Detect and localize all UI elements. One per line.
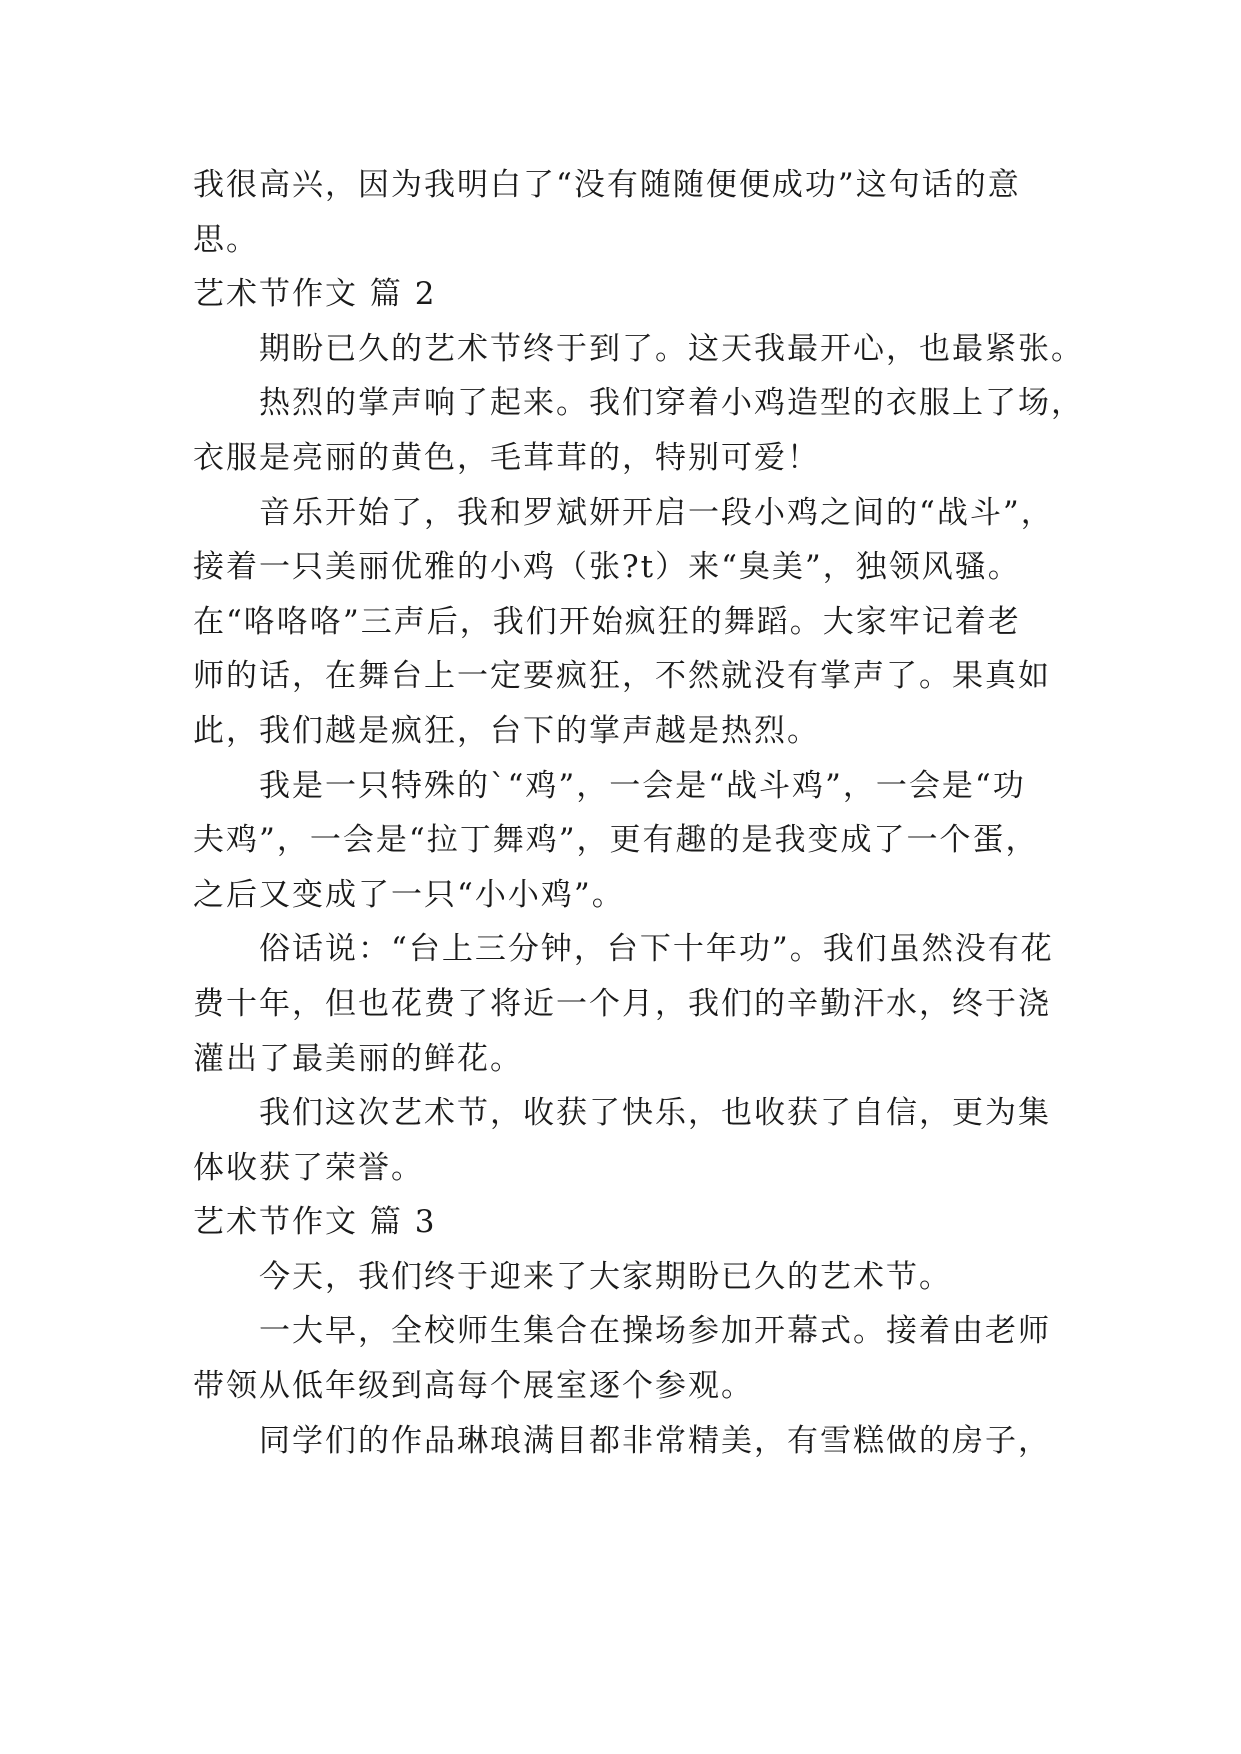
text-line: 体收获了荣誉。 [193,1149,424,1186]
text-line: 思。 [193,221,259,258]
paragraph-start: 音乐开始了，我和罗斌妍开启一段小鸡之间的“战斗”， [259,494,1054,531]
text-line: 带领从低年级到高每个展室逐个参观。 [193,1368,754,1405]
text-line: 灌出了最美丽的鲜花。 [193,1040,523,1077]
paragraph-start: 同学们的作品琳琅满目都非常精美，有雪糕做的房子， [259,1422,1051,1459]
text-line: 师的话，在舞台上一定要疯狂，不然就没有掌声了。果真如 [193,658,1051,695]
text-line: 我很高兴，因为我明白了“没有随随便便成功”这句话的意 [193,167,1021,203]
paragraph-start: 我是一只特殊的`“鸡”，一会是“战斗鸡”，一会是“功 [259,767,1026,804]
document-page [193,158,1084,1468]
paragraph-start: 我们这次艺术节，收获了快乐，也收获了自信，更为集 [259,1095,1051,1132]
paragraph-start: 一大早，全校师生集合在操场参加开幕式。接着由老师 [259,1313,1051,1350]
text-line: 在“咯咯咯”三声后，我们开始疯狂的舞蹈。大家牢记着老 [193,603,1021,640]
text-line: 夫鸡”，一会是“拉丁舞鸡”，更有趣的是我变成了一个蛋， [193,822,1039,859]
paragraph-start: 俗话说：“台上三分钟，台下十年功”。我们虽然没有花 [259,931,1054,968]
text-line: 费十年，但也花费了将近一个月，我们的辛勤汗水，终于浇 [193,985,1051,1022]
section-heading: 艺术节作文 篇 3 [193,1204,437,1241]
text-line: 此，我们越是疯狂，台下的掌声越是热烈。 [193,712,820,749]
text-line: 接着一只美丽优雅的小鸡（张?t）来“臭美”，独领风骚。 [193,549,1021,586]
paragraph-start: 今天，我们终于迎来了大家期盼已久的艺术节。 [259,1258,952,1295]
paragraph-start: 期盼已久的艺术节终于到了。这天我最开心，也最紧张。 [259,330,1084,367]
section-heading: 艺术节作文 篇 2 [193,276,437,313]
text-line: 之后又变成了一只“小小鸡”。 [193,876,625,913]
text-line: 衣服是亮丽的黄色，毛茸茸的，特别可爱！ [193,439,820,476]
paragraph-start: 热烈的掌声响了起来。我们穿着小鸡造型的衣服上了场， [259,385,1084,422]
